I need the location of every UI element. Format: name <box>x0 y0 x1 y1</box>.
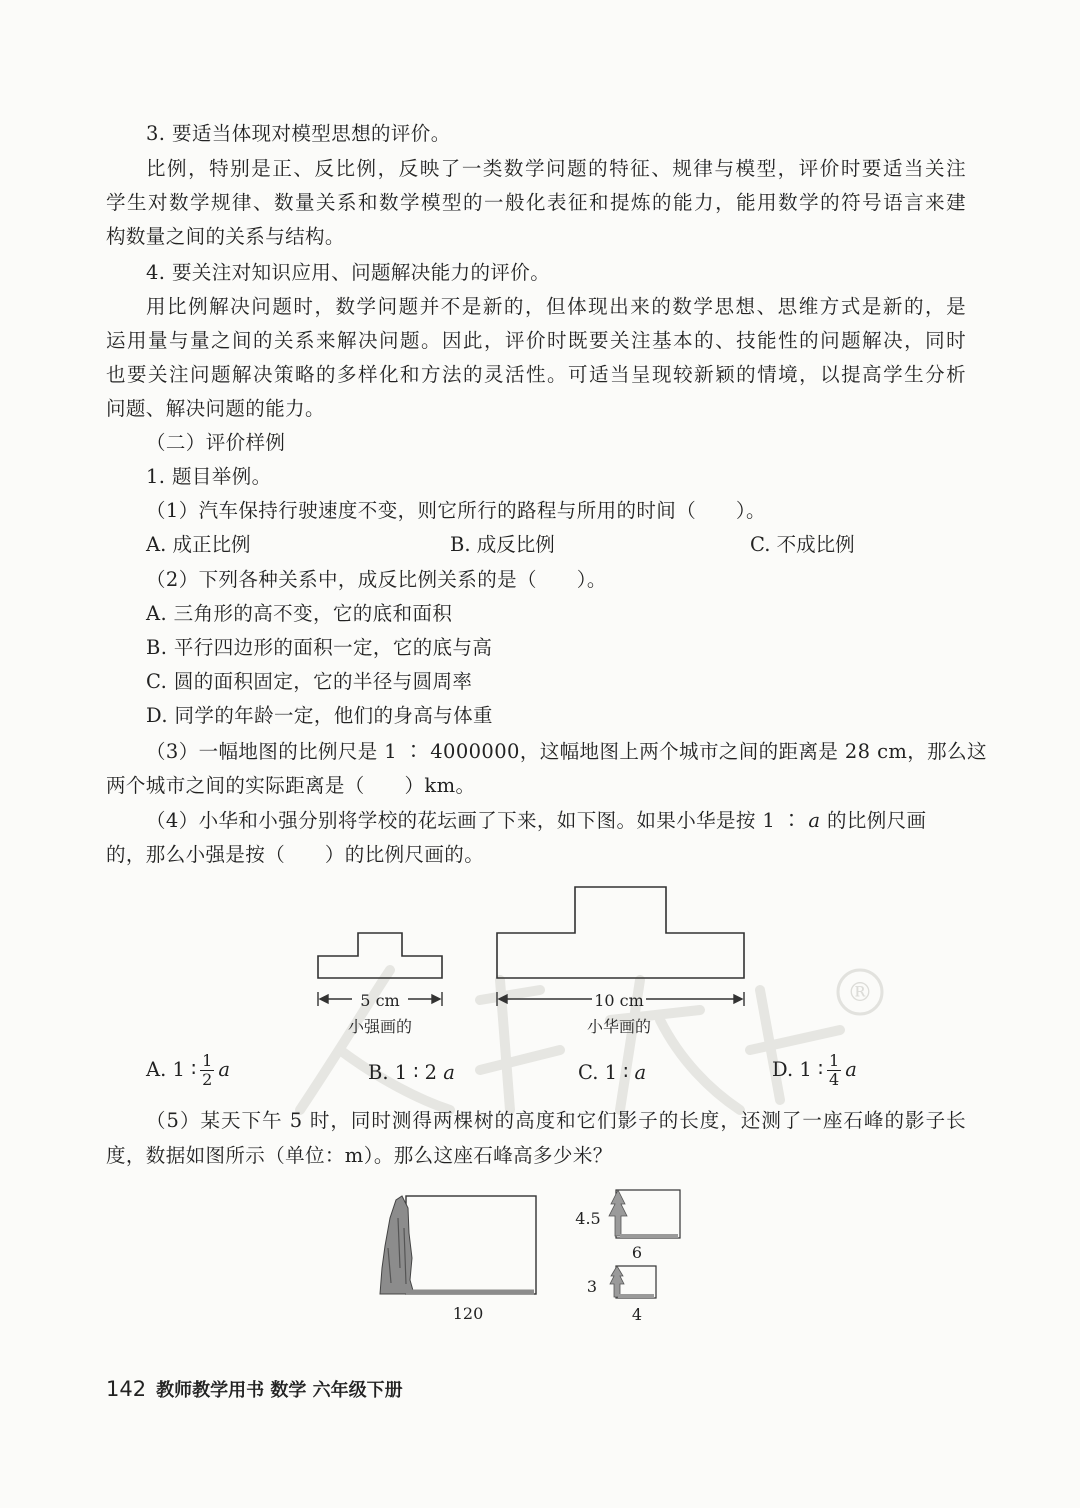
tree1-height-label: 4.5 <box>575 1209 601 1228</box>
small-flowerbed-shape <box>318 933 442 978</box>
section3-para-line-2: 学生对数学规律、数量关系和数学模型的一般化表征和提炼的能力，能用数学的符号语言来建 <box>106 191 966 214</box>
q2-option-c: C. 圆的面积固定，它的半径与圆周率 <box>146 670 473 693</box>
tree2-shape <box>610 1266 624 1297</box>
rock-shadow-label: 120 <box>452 1304 484 1323</box>
trees-figure <box>568 1184 692 1329</box>
q4-line-2: 的，那么小强是按（ ）的比例尺画的。 <box>106 843 485 866</box>
small-width-label: 5 cm <box>360 991 400 1010</box>
section3-para-line-3: 构数量之间的关系与结构。 <box>106 225 345 248</box>
rock-peak-shape <box>380 1196 414 1294</box>
section3-para-line-1: 比例，特别是正、反比例，反映了一类数学问题的特征、规律与模型，评价时要适当关注 <box>146 157 966 180</box>
small-caption: 小强画的 <box>347 1017 413 1036</box>
q1-stem: （1）汽车保持行驶速度不变，则它所行的路程与所用的时间（ ）。 <box>146 499 766 522</box>
large-flowerbed-shape <box>497 887 744 978</box>
tree2-shadow-label: 4 <box>631 1305 643 1324</box>
q3-line-1: （3）一幅地图的比例尺是 1 ∶ 4000000，这幅地图上两个城市之间的距离是 28 cm，那么这 <box>146 740 987 763</box>
section3-heading: 3. 要适当体现对模型思想的评价。 <box>146 122 451 145</box>
examples-heading: 1. 题目举例。 <box>146 465 272 488</box>
large-caption: 小华画的 <box>586 1017 652 1036</box>
section4-heading: 4. 要关注对知识应用、问题解决能力的评价。 <box>146 261 551 284</box>
large-width-label: 10 cm <box>594 991 644 1010</box>
q4-option-c: C. 1 ∶ a <box>578 1061 647 1084</box>
q2-option-b: B. 平行四边形的面积一定，它的底与高 <box>146 636 493 659</box>
tree1-shape <box>609 1190 627 1236</box>
q4-line-1: （4）小华和小强分别将学校的花坛画了下来，如下图。如果小华是按 1 ∶ a 的比例尺画 <box>146 809 927 832</box>
rock-shadow-box <box>406 1196 536 1294</box>
tree1-shadow-label: 6 <box>631 1243 643 1262</box>
q4-option-a: A. 1 ∶ $\frac{1}{2}$ a <box>146 1051 230 1089</box>
sub-heading: （二）评价样例 <box>146 431 286 454</box>
q4-option-b: B. 1 ∶ 2 a <box>368 1061 455 1084</box>
q1-option-b: B. 成反比例 <box>450 533 555 556</box>
q1-option-a: A. 成正比例 <box>146 533 251 556</box>
page-footer <box>106 1372 403 1408</box>
section4-para-line-4: 问题、解决问题的能力。 <box>106 397 325 420</box>
q5-line-1: （5）某天下午 5 时，同时测得两棵树的高度和它们影子的长度，还测了一座石峰的影子长 <box>146 1109 966 1132</box>
q2-stem: （2）下列各种关系中，成反比例关系的是（ ）。 <box>146 568 607 591</box>
q2-option-a: A. 三角形的高不变，它的底和面积 <box>146 602 453 625</box>
q3-line-2: 两个城市之间的实际距离是（ ）km。 <box>106 774 476 797</box>
registered-mark: ® <box>847 978 873 1008</box>
section4-para-line-1: 用比例解决问题时，数学问题并不是新的，但体现出来的数学思想、思维方式是新的，是 <box>146 295 966 318</box>
q4-figure <box>300 878 770 1038</box>
q1-option-c: C. 不成比例 <box>750 533 855 556</box>
q5-line-2: 度，数据如图所示（单位：m）。那么这座石峰高多少米？ <box>106 1144 613 1167</box>
q2-option-d: D. 同学的年龄一定，他们的身高与体重 <box>146 704 493 727</box>
q4-option-d: D. 1 ∶ $\frac{1}{4}$ a <box>772 1051 857 1089</box>
book-title: 教师教学用书 数学 六年级下册 <box>156 1380 403 1401</box>
section4-para-line-3: 也要关注问题解决策略的多样化和方法的灵活性。可适当呈现较新颖的情境，以提高学生分析 <box>106 363 966 386</box>
page-number: 142 <box>106 1377 147 1401</box>
tree2-height-label: 3 <box>586 1277 598 1296</box>
rock-figure <box>376 1188 546 1328</box>
section4-para-line-2: 运用量与量之间的关系来解决问题。因此，评价时既要关注基本的、技能性的问题解决，同时 <box>106 329 966 352</box>
